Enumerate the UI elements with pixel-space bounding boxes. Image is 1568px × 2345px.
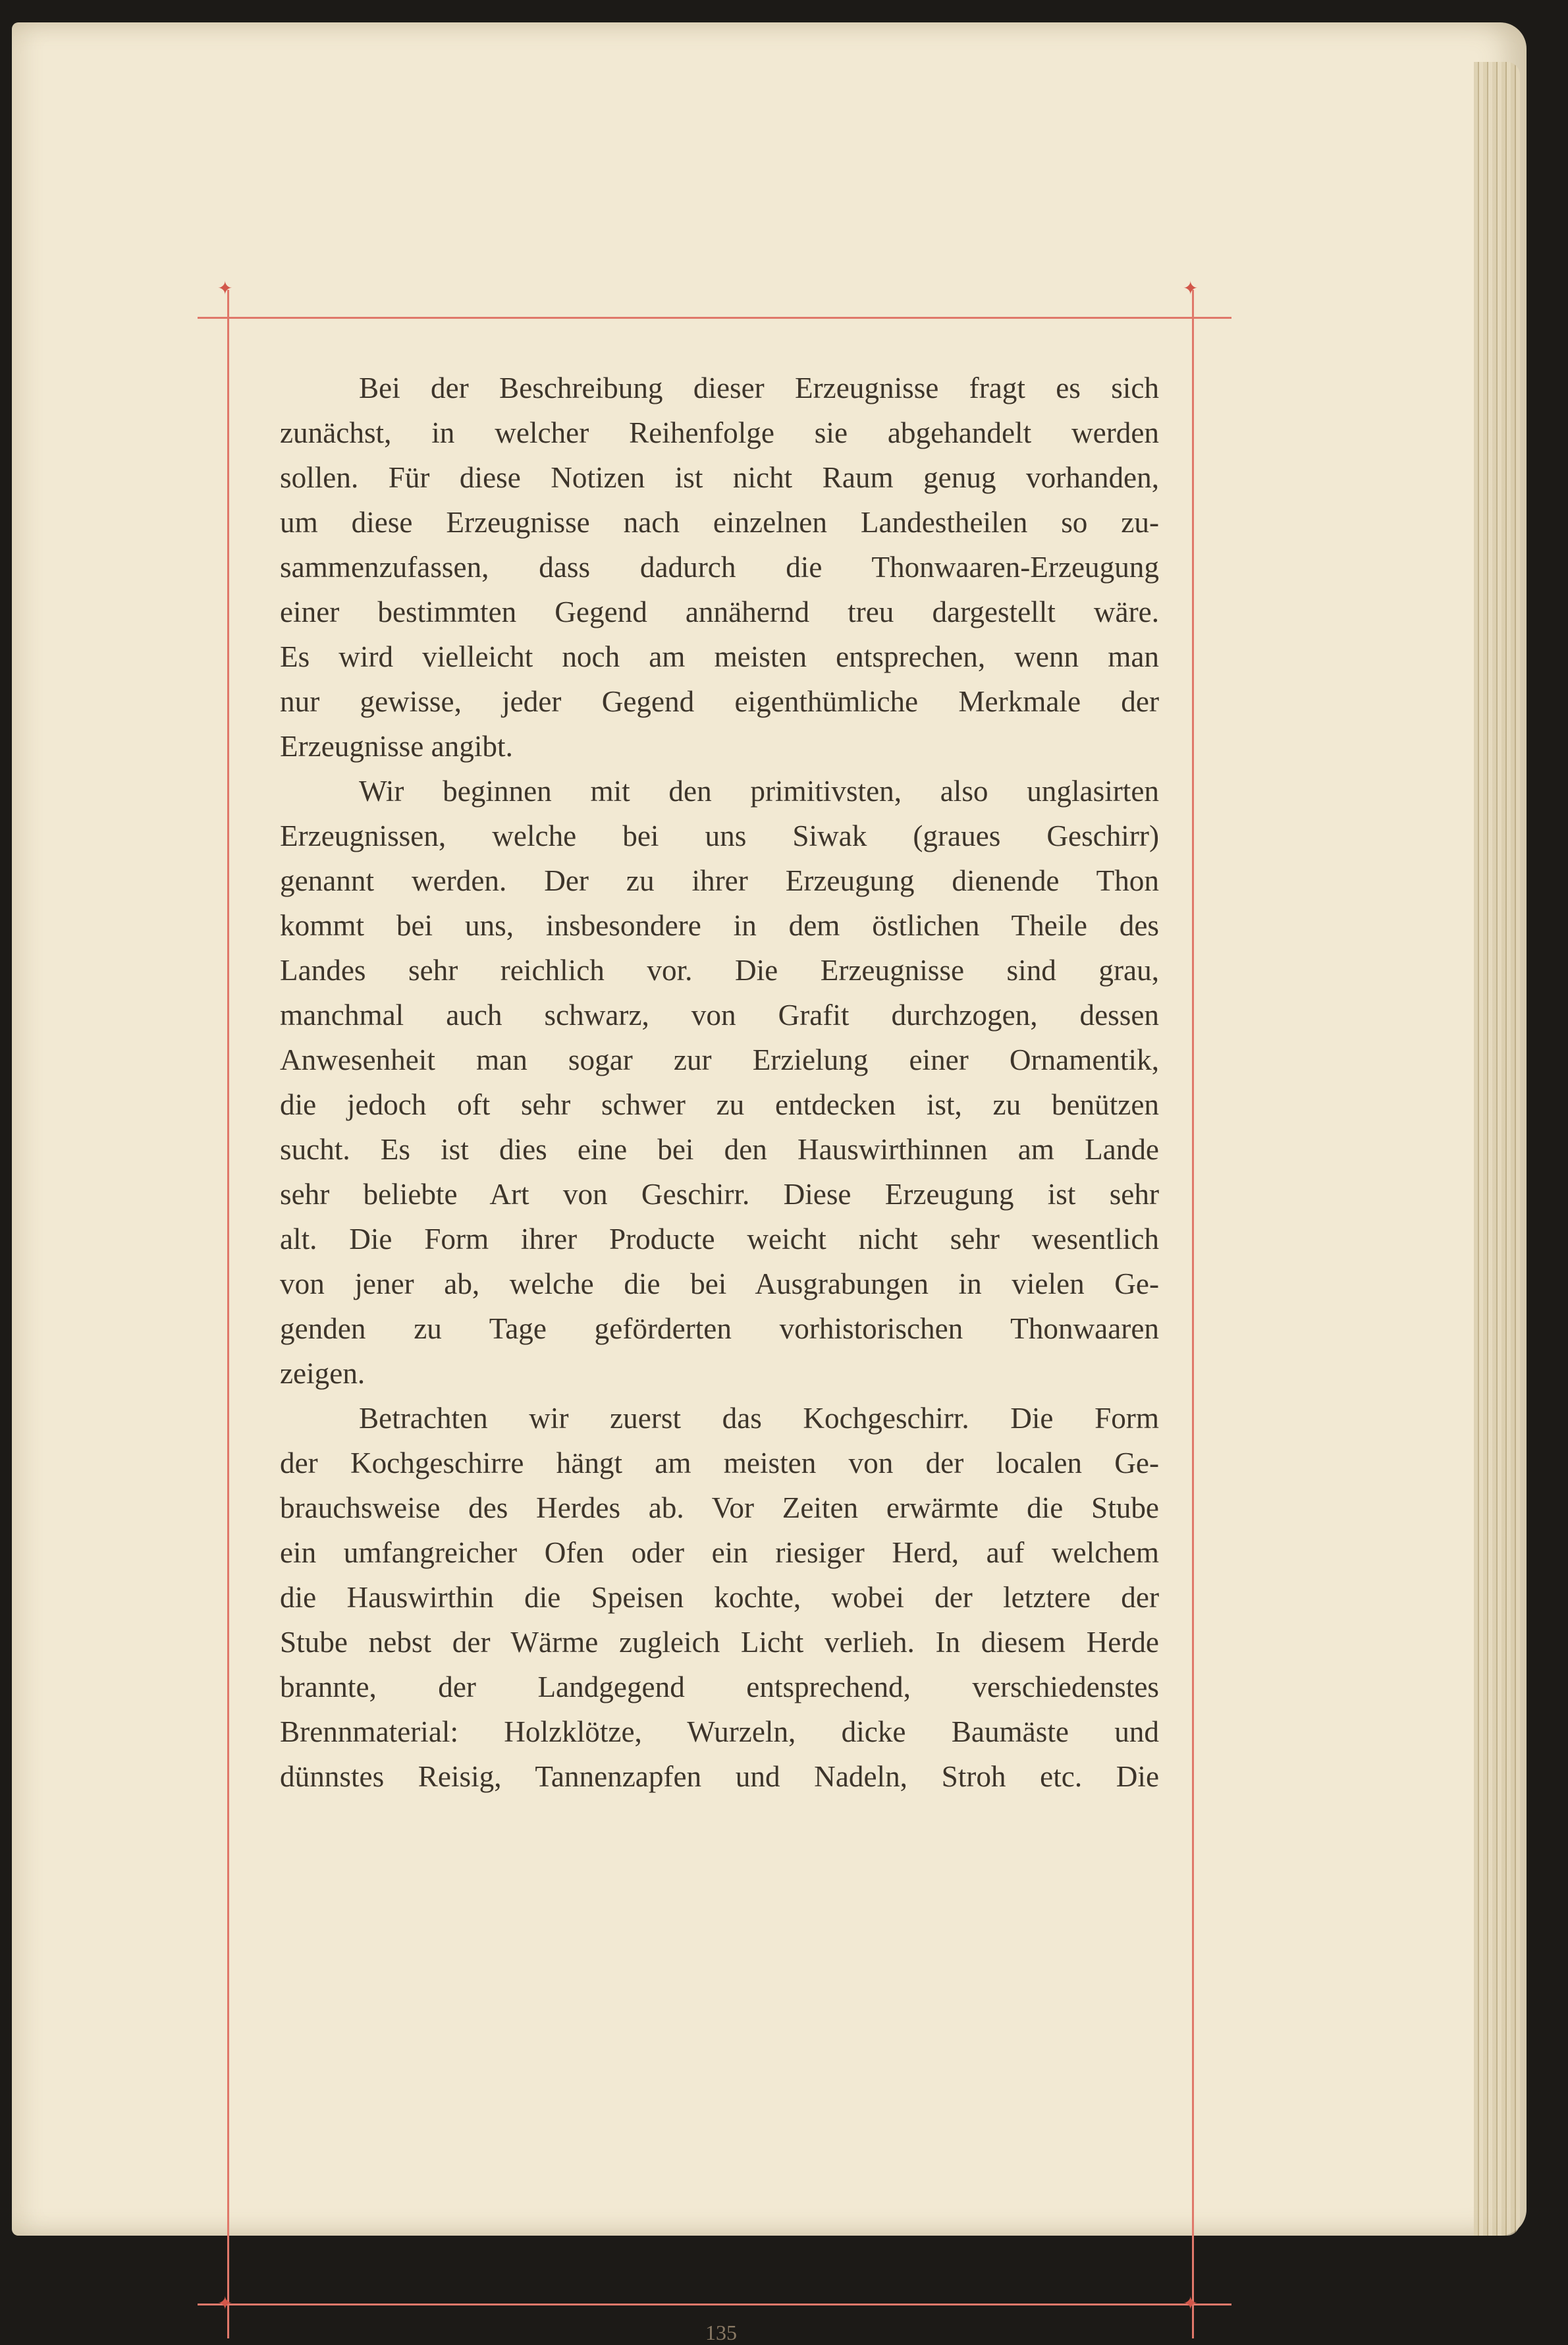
- text-line: nur gewisse, jeder Gegend eigenthümliche Merkmale der: [280, 685, 1159, 718]
- paragraph-3: [280, 1396, 1159, 1799]
- frame-bottom-line: [198, 2304, 1231, 2305]
- text-line: zeigen.: [280, 1357, 365, 1390]
- page-number: 135: [705, 2321, 737, 2344]
- text-line: Betrachten wir zuerst das Kochgeschirr. Die Form: [359, 1402, 1159, 1435]
- paragraph-2: [280, 769, 1159, 1396]
- text-line: von jener ab, welche die bei Ausgrabungen in vielen Ge-: [280, 1267, 1159, 1300]
- text-line: um diese Erzeugnisse nach einzelnen Landestheilen so zu-: [280, 506, 1159, 539]
- text-line: manchmal auch schwarz, von Grafit durchzogen, dessen: [280, 999, 1159, 1032]
- frame-corner-bottom-right: ✦: [1183, 2294, 1199, 2314]
- frame-corner-bottom-left: ✦: [217, 2294, 233, 2314]
- text-line: Erzeugnisse angibt.: [280, 730, 513, 763]
- text-line: sucht. Es ist dies eine bei den Hauswirthinnen am Lande: [280, 1133, 1159, 1166]
- text-line: alt. Die Form ihrer Producte weicht nicht sehr wesentlich: [280, 1223, 1159, 1255]
- text-line: die Hauswirthin die Speisen kochte, wobei der letztere der: [280, 1581, 1159, 1614]
- text-line: brauchsweise des Herdes ab. Vor Zeiten erwärmte die Stube: [280, 1491, 1159, 1524]
- text-line: die jedoch oft sehr schwer zu entdecken ist, zu benützen: [280, 1088, 1159, 1121]
- text-line: der Kochgeschirre hängt am meisten von der localen Ge-: [280, 1447, 1159, 1479]
- body-text: [280, 366, 1159, 1799]
- text-line: einer bestimmten Gegend annähernd treu dargestellt wäre.: [280, 595, 1159, 628]
- paragraph-1: [280, 366, 1159, 769]
- text-line: zunächst, in welcher Reihenfolge sie abgehandelt werden: [280, 416, 1159, 449]
- frame-corner-top-left: ✦: [217, 279, 233, 299]
- text-line: Es wird vielleicht noch am meisten entsprechen, wenn man: [280, 640, 1159, 673]
- text-line: sammenzufassen, dass dadurch die Thonwaaren-Erzeugung: [280, 551, 1159, 584]
- text-line: Erzeugnissen, welche bei uns Siwak (graues Geschirr): [280, 819, 1159, 852]
- text-line: Brennmaterial: Holzklötze, Wurzeln, dicke Baumäste und: [280, 1715, 1159, 1748]
- frame-right-line: [1192, 290, 1194, 2338]
- text-line: sehr beliebte Art von Geschirr. Diese Erzeugung ist sehr: [280, 1178, 1159, 1211]
- frame-left-line: [227, 290, 229, 2338]
- frame-top-line: [198, 317, 1231, 319]
- text-line: ein umfangreicher Ofen oder ein riesiger Herd, auf welchem: [280, 1536, 1159, 1569]
- text-line: Landes sehr reichlich vor. Die Erzeugnisse sind grau,: [280, 954, 1159, 987]
- page-edges: [1474, 62, 1520, 2236]
- text-line: genden zu Tage geförderten vorhistorischen Thonwaaren: [280, 1312, 1159, 1345]
- text-line: dünnstes Reisig, Tannenzapfen und Nadeln, Stroh etc. Die: [280, 1760, 1159, 1793]
- text-line: Stube nebst der Wärme zugleich Licht verlieh. In diesem Herde: [280, 1626, 1159, 1659]
- text-line: kommt bei uns, insbesondere in dem östlichen Theile des: [280, 909, 1159, 942]
- text-line: brannte, der Landgegend entsprechend, verschiedenstes: [280, 1670, 1159, 1703]
- text-line: Anwesenheit man sogar zur Erzielung einer Ornamentik,: [280, 1043, 1159, 1076]
- text-line: genannt werden. Der zu ihrer Erzeugung dienende Thon: [280, 864, 1159, 897]
- text-line: Wir beginnen mit den primitivsten, also unglasirten: [359, 775, 1159, 808]
- frame-corner-top-right: ✦: [1183, 279, 1199, 299]
- text-line: Bei der Beschreibung dieser Erzeugnisse fragt es sich: [359, 372, 1159, 404]
- text-line: sollen. Für diese Notizen ist nicht Raum genug vorhanden,: [280, 461, 1159, 494]
